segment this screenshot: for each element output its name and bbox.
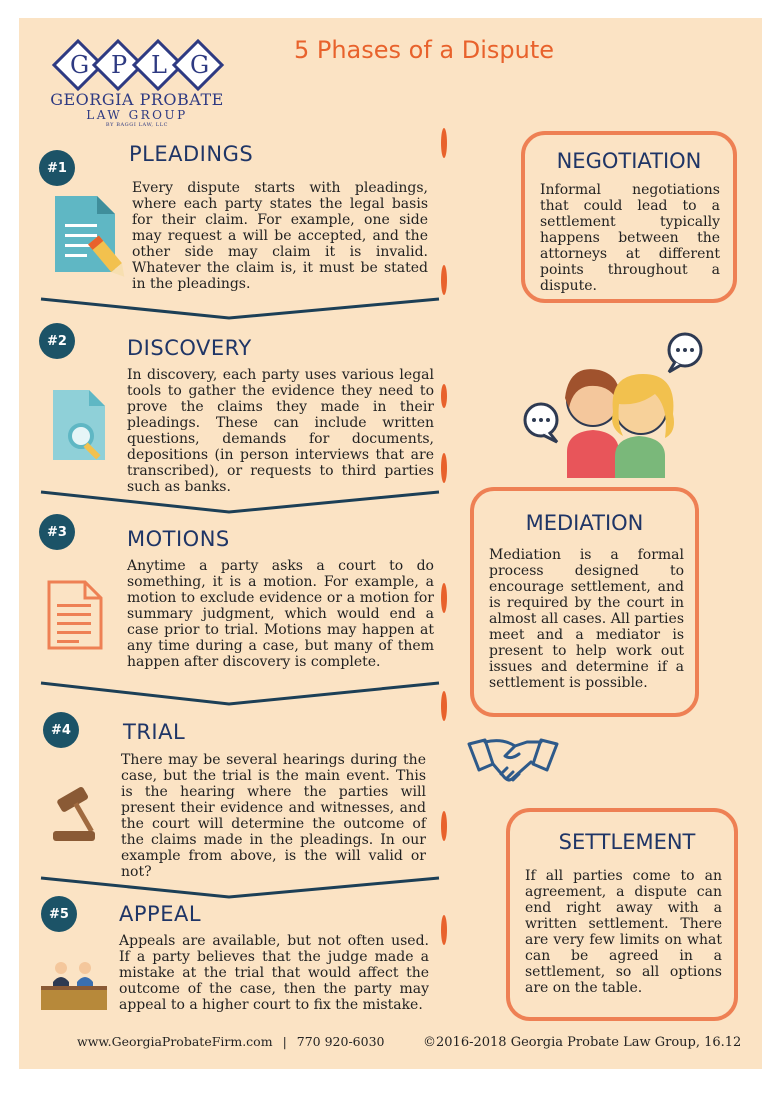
logo-letter: G xyxy=(190,51,210,79)
gavel-icon xyxy=(47,783,109,845)
people-talking-icon xyxy=(519,328,719,478)
judges-bench-icon xyxy=(39,958,109,1012)
phase-badge: #1 xyxy=(39,150,75,186)
footer-separator: | xyxy=(282,1034,287,1049)
footer-contact xyxy=(77,1034,385,1049)
logo-subtitle: LAW GROUP xyxy=(86,108,188,122)
footer-website[interactable]: www.GeorgiaProbateFirm.com xyxy=(77,1034,273,1049)
phase-badge: #3 xyxy=(39,514,75,550)
phase-text: There may be several hearings during the case, but the trial is the main event. This is the hearing where the parties will present their evidence and witnesses, and the court will determine the outcome of the claims made in the pleadings. In our example from above, is the will valid or not? xyxy=(121,752,426,880)
box-heading: NEGOTIATION xyxy=(556,149,702,173)
footer-phone: 770 920-6030 xyxy=(296,1034,385,1049)
document-pencil-icon xyxy=(53,194,125,274)
phase-text: In discovery, each party uses various legal tools to gather the evidence they need to prove the claims they made in their pleadings. These can include written questions, demands for documents, depositions (in person interviews that are transcribed), or requests to third parties such as banks. xyxy=(127,367,434,495)
logo-letter: G xyxy=(70,51,90,79)
box-heading: MEDIATION xyxy=(525,511,644,535)
logo-letter: L xyxy=(151,51,167,79)
footer-copyright: ©2016-2018 Georgia Probate Law Group, 16.12 xyxy=(423,1035,742,1050)
logo-letter: P xyxy=(111,51,128,79)
document-magnifier-icon xyxy=(51,388,111,468)
mediation-box xyxy=(470,487,699,717)
phase-badge: #5 xyxy=(41,896,77,932)
settlement-box xyxy=(506,808,738,1021)
phase-text: Anytime a party asks a court to do something, it is a motion. For example, a motion to exclude evidence or a motion for summary judgment, which would end a case prior to trial. Motions may happen at any time during a case, but many of them happen after discovery is complete. xyxy=(127,558,434,670)
logo-tagline: BY BAGGI LAW, LLC xyxy=(105,122,169,128)
phase-text: Every dispute starts with pleadings, where each party states the legal basis for their claim. For example, one side may request a will be accepted, and the other side may claim it is invalid. Whatever the claim is, it must be stated in the pleadings. xyxy=(132,180,428,292)
phase-heading: TRIAL xyxy=(123,720,186,744)
box-text: Informal negotiations that could lead to a settlement typically happens between the attorneys at different points throughout a dispute. xyxy=(540,182,720,294)
document-lines-icon xyxy=(47,580,107,650)
infographic-poster xyxy=(19,18,762,1069)
phase-heading: DISCOVERY xyxy=(127,336,252,360)
phase-badge: #4 xyxy=(43,712,79,748)
phase-heading: PLEADINGS xyxy=(129,142,254,166)
phase-heading: MOTIONS xyxy=(127,527,230,551)
page-title: 5 Phases of a Dispute xyxy=(293,36,555,64)
box-text: If all parties come to an agreement, a dispute can end right away with a written settlement. There are very few limits on what can be agreed in a settlement, so all options are on the table. xyxy=(525,868,722,996)
phase-badge: #2 xyxy=(39,323,75,359)
handshake-icon xyxy=(467,734,559,786)
logo-name: GEORGIA PROBATE xyxy=(50,90,224,109)
box-heading: SETTLEMENT xyxy=(558,830,696,854)
negotiation-box xyxy=(521,131,737,303)
phase-text: Appeals are available, but not often used. If a party believes that the judge made a mistake at the trial that would affect the outcome of the case, then the party may appeal to a higher court to fix the mistake. xyxy=(119,933,429,1013)
box-text: Mediation is a formal process designed to encourage settlement, and is required by the court in almost all cases. All parties meet and a mediator is present to help work out issues and determine if a settlement is possible. xyxy=(489,547,684,691)
phase-heading: APPEAL xyxy=(119,902,202,926)
